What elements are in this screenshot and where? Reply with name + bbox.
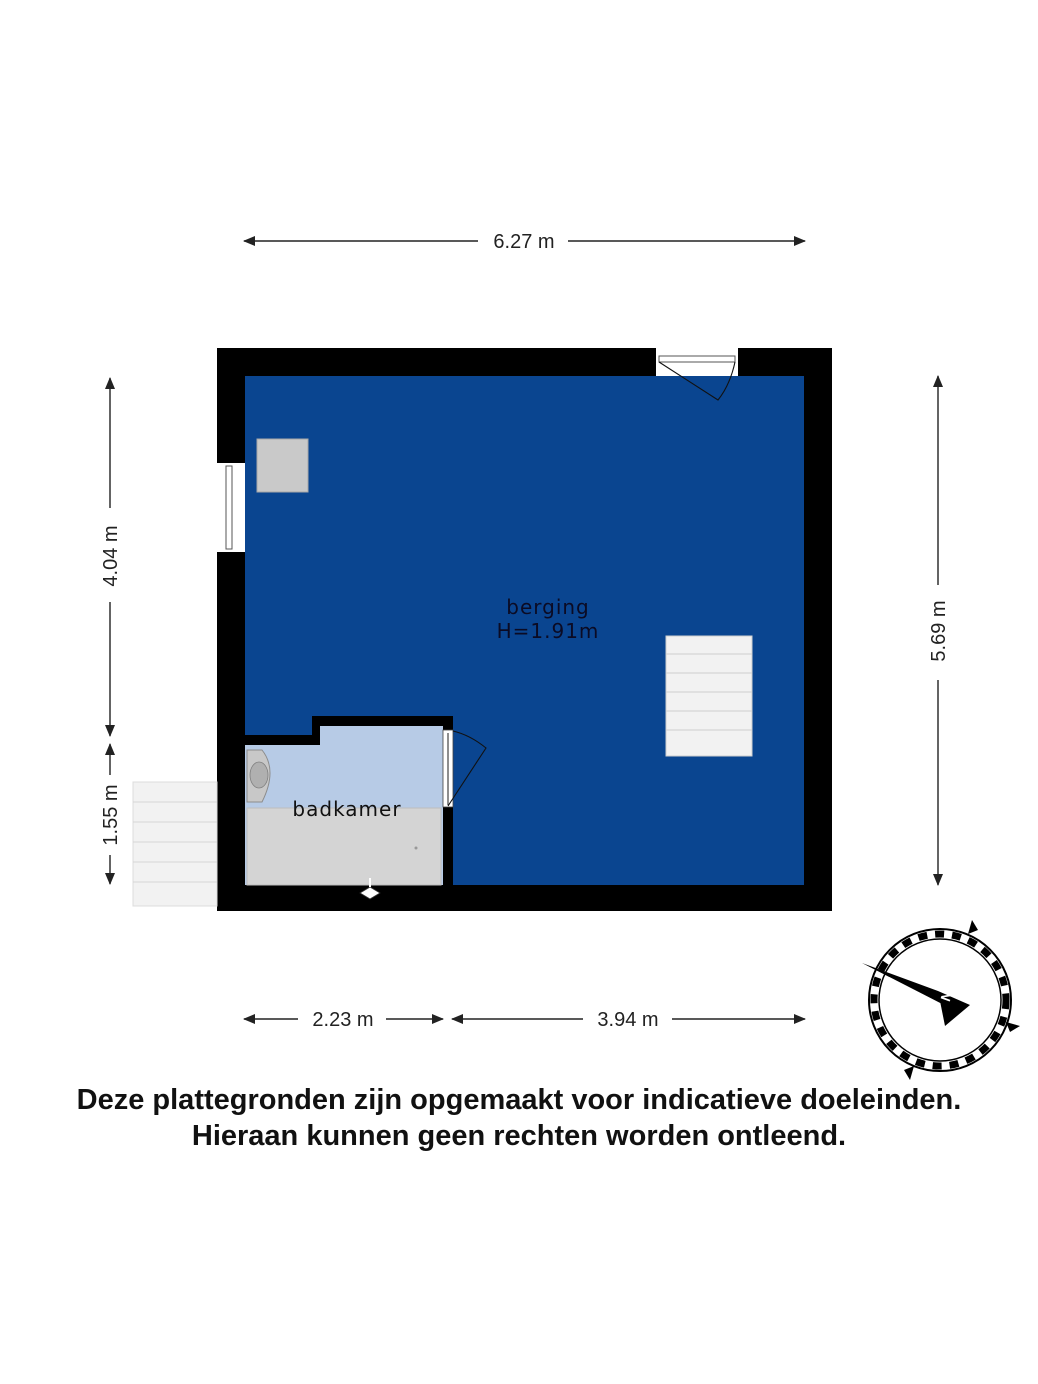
room-label-storage: berging: [506, 595, 590, 619]
stairs-exterior-body: [133, 782, 217, 906]
dimension-label-left-upper: 4.04 m: [100, 525, 122, 587]
dimension-right: [928, 376, 950, 885]
dimension-label-right: 5.69 m: [928, 600, 950, 662]
compass-icon: [862, 920, 1020, 1080]
appliance: [257, 439, 308, 492]
window-left: [217, 463, 245, 552]
disclaimer-line-2: Hieraan kunnen geen rechten worden ontleend.: [191, 1120, 847, 1152]
room-label-bathroom: badkamer: [292, 797, 402, 821]
room-height-label: H=1.91m: [496, 619, 600, 643]
dimension-bottom-left: [244, 1009, 443, 1031]
dimension-label-left-lower: 1.55 m: [100, 784, 122, 846]
dimension-bottom-right: [452, 1009, 805, 1031]
dimension-label-bottom-left: 2.23 m: [312, 1009, 374, 1031]
disclaimer-line-1: Deze plattegronden zijn opgemaakt voor indicatieve doeleinden.: [76, 1084, 962, 1116]
compass-north-label: N: [937, 988, 956, 1004]
dimension-label-bottom-right: 3.94 m: [597, 1009, 659, 1031]
stairs-exterior: [133, 782, 217, 906]
stairs-interior: [666, 636, 752, 756]
dimension-left-upper: [100, 378, 122, 736]
dimension-left-lower: [100, 744, 122, 884]
sink-basin: [250, 762, 268, 788]
dimension-label-top: 6.27 m: [493, 231, 555, 253]
dimension-top: [244, 231, 805, 253]
bathtub-drain: [415, 847, 418, 850]
